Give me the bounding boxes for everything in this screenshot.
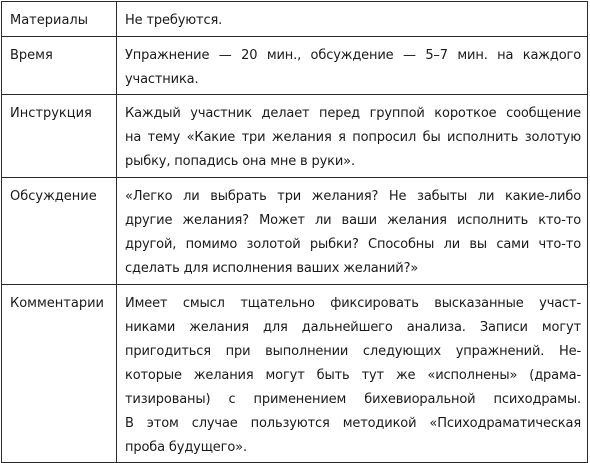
- content-cell: [117, 95, 588, 178]
- text-line: тизированы) с применением бихевиоральной психодрамы.: [125, 392, 581, 407]
- text-line: другой, помимо золотой рыбки? Способны ли вы сами что-то: [125, 237, 581, 252]
- label-cell: [2, 95, 117, 178]
- text-line: Каждый участник делает перед группой короткое сообщение: [125, 106, 581, 121]
- table-row-materials: [2, 2, 588, 37]
- text-line: другие желания? Может ли ваши желания исполнить кто-то: [125, 213, 581, 228]
- content-cell: [117, 37, 588, 95]
- row-content-materials: [117, 2, 587, 33]
- content-cell: [117, 285, 588, 463]
- text-line: проба будущего».: [125, 440, 247, 455]
- row-content-instructions: [117, 95, 587, 174]
- label-cell: [2, 285, 117, 463]
- row-content-discussion: [117, 178, 587, 281]
- text-line: «Легко ли выбрать три желания? Не забыты ли какие-либо: [125, 189, 581, 204]
- text-line: пригодиться при выполнении следующих упражнений. Не-: [125, 344, 581, 359]
- label-cell: [2, 37, 117, 95]
- text-line: Не требуются.: [125, 13, 223, 28]
- row-label-comments: Комментарии: [10, 296, 104, 311]
- row-label-time: Время: [10, 48, 53, 63]
- row-content-time: [117, 37, 587, 92]
- content-cell: [117, 2, 588, 37]
- text-line: которые желания могут быть тут же «исполнены» (драма-: [125, 368, 581, 383]
- text-line: Упражнение — 20 мин., обсуждение — 5–7 мин. на каждого: [125, 48, 581, 63]
- text-line: сделать для исполнения ваших желаний?»: [125, 261, 419, 276]
- row-content-comments: [117, 285, 587, 460]
- content-cell: [117, 178, 588, 285]
- text-line: рыбку, попадись она мне в руки».: [125, 154, 355, 169]
- exercise-info-table: [1, 1, 588, 463]
- row-label-materials: Материалы: [10, 13, 88, 28]
- row-label-instructions: Инструкция: [10, 106, 92, 121]
- row-label-discussion: Обсуждение: [10, 189, 97, 204]
- table-row-time: [2, 37, 588, 95]
- text-line: на тему «Какие три желания я попросил бы исполнить золотую: [125, 130, 581, 145]
- text-line: В этом случае пользуются методикой «Психодраматическая: [125, 416, 581, 431]
- table-row-discussion: [2, 178, 588, 285]
- table-row-comments: [2, 285, 588, 463]
- label-cell: [2, 178, 117, 285]
- text-line: участника.: [125, 72, 199, 87]
- text-line: Имеет смысл тщательно фиксировать высказанные участ-: [125, 296, 581, 311]
- label-cell: [2, 2, 117, 37]
- text-line: никами желания для дальнейшего анализа. Записи могут: [125, 320, 581, 335]
- table-row-instructions: [2, 95, 588, 178]
